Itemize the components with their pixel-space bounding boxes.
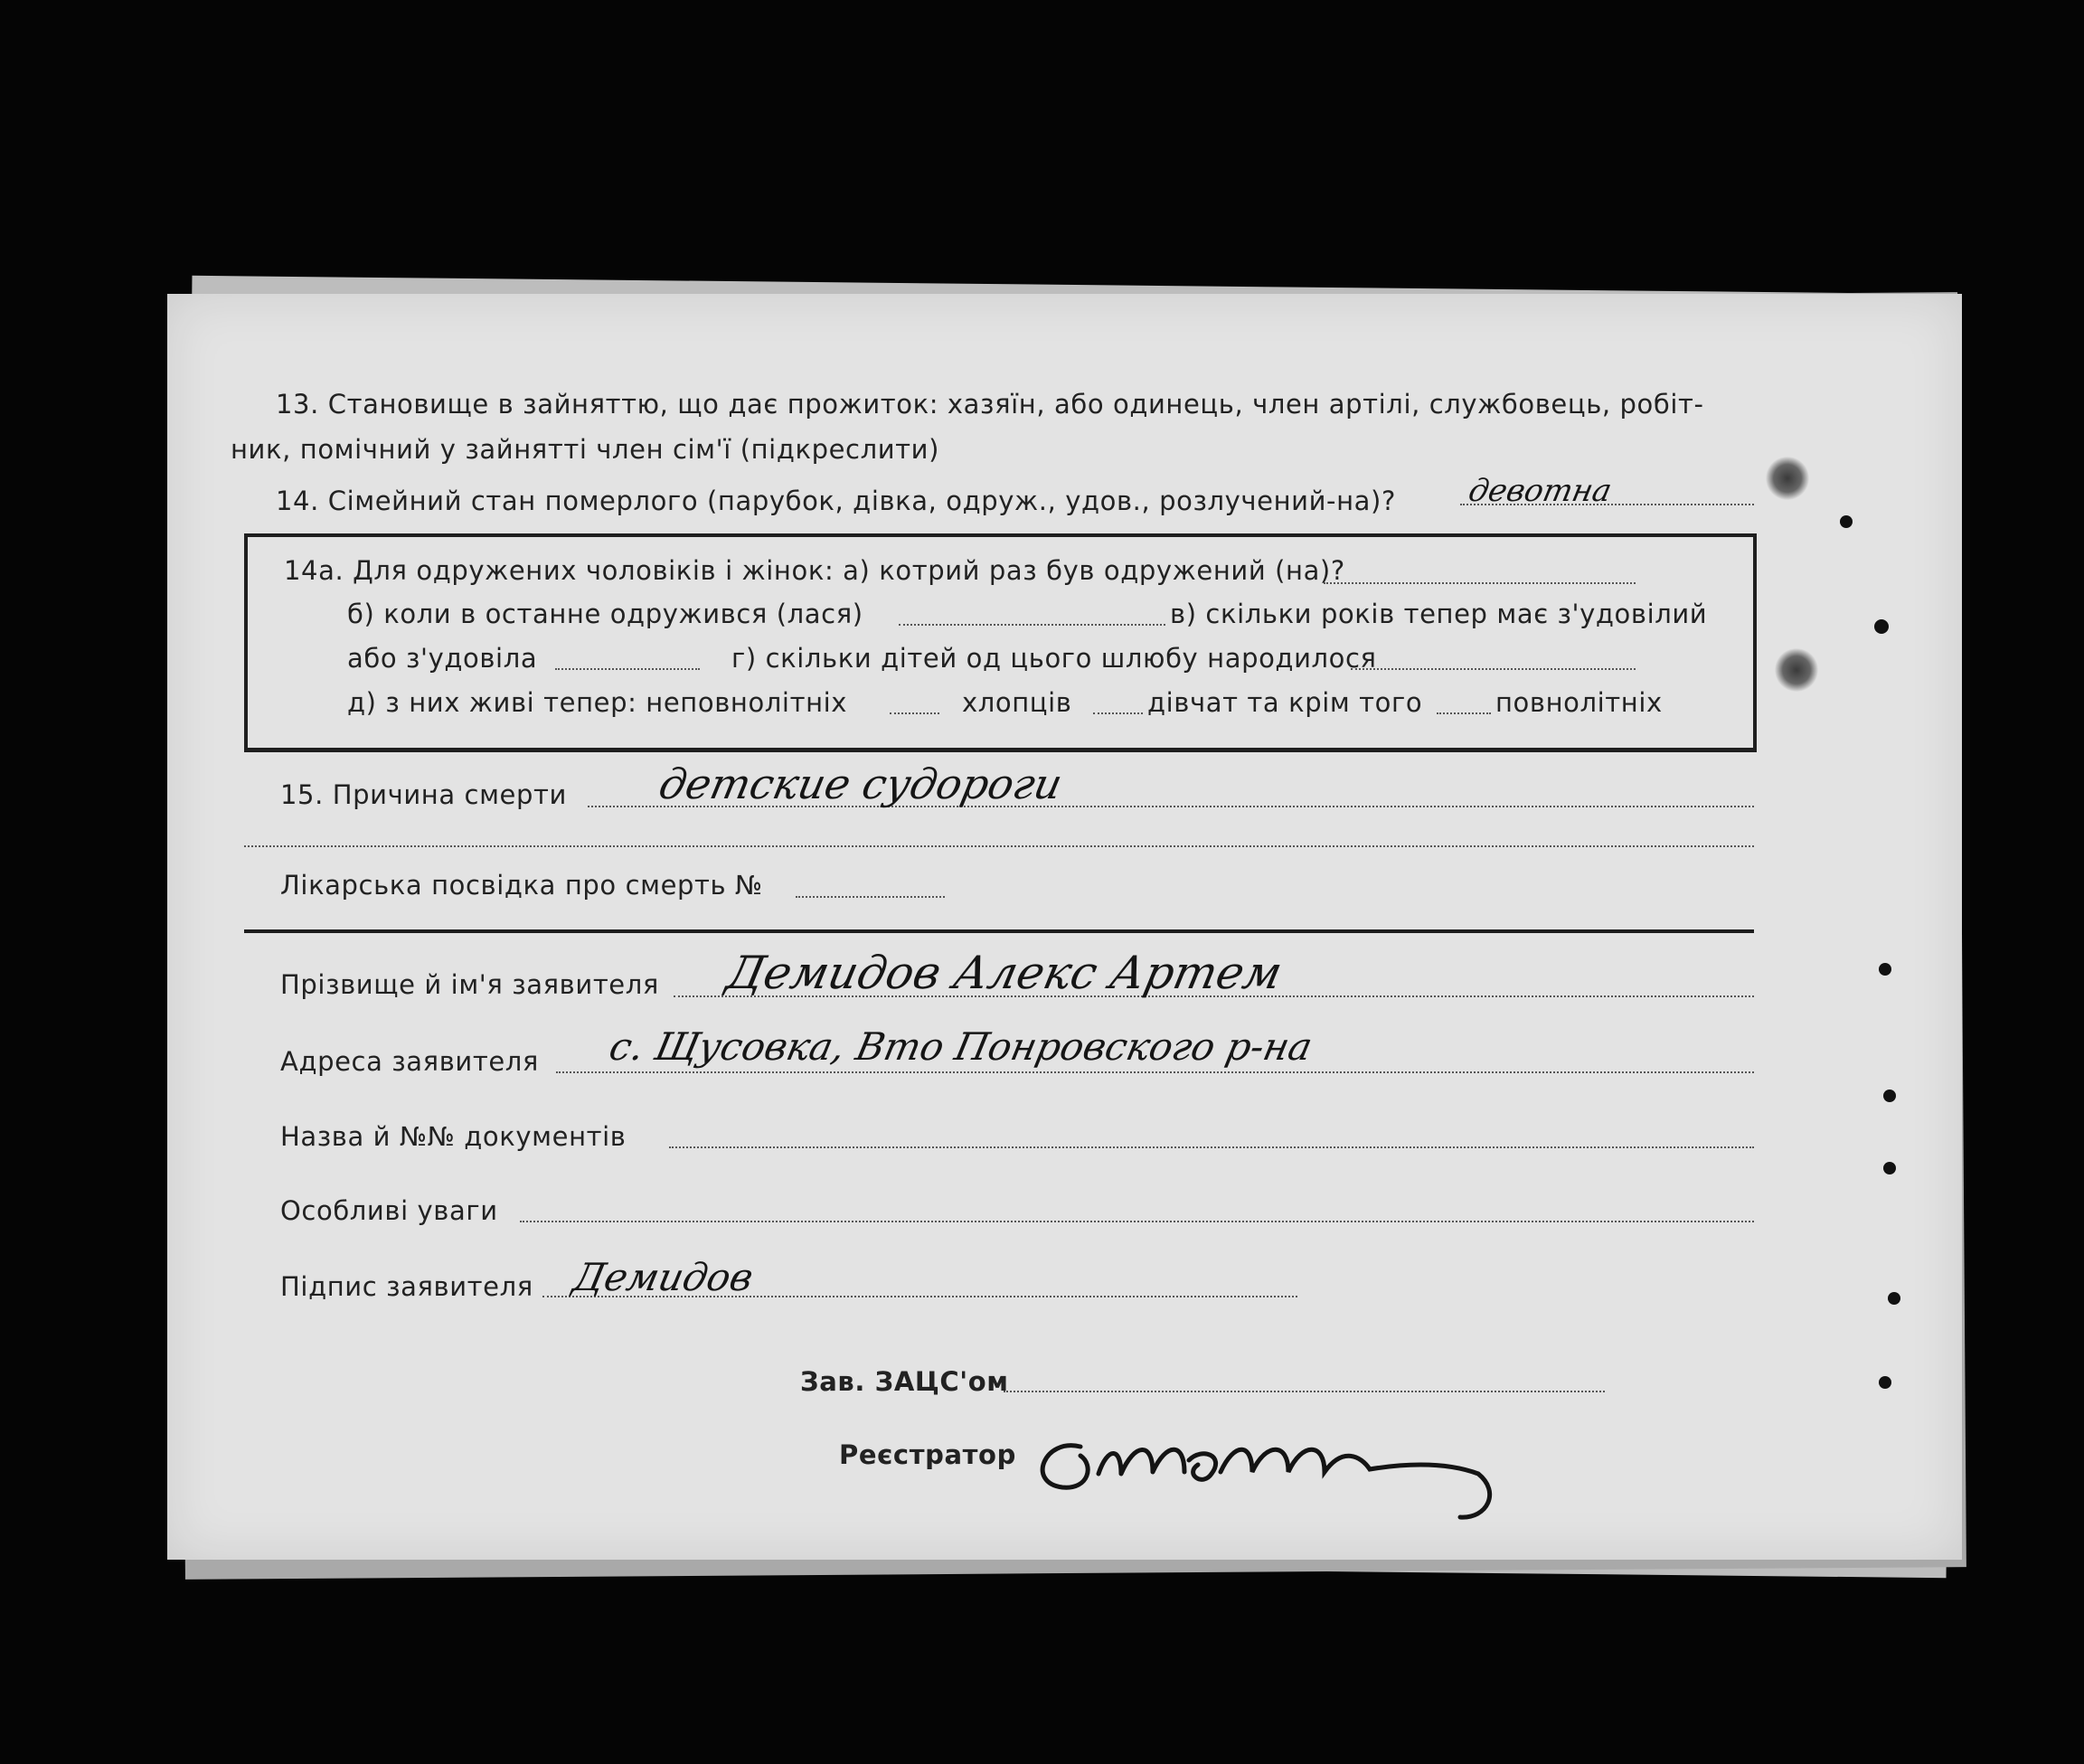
certificate-line [796, 896, 945, 898]
pin-mark-1 [1840, 515, 1853, 528]
item14a-line3-dots1 [555, 668, 700, 670]
item14a-line3-dots2 [1351, 668, 1636, 670]
item13-line1: 13. Становище в зайняттю, що дає прожиток: хазяїн, або одинець, член артілі, службовець, робіт- [276, 389, 1704, 420]
documents-label: Назва й №№ документів [280, 1121, 627, 1152]
remarks-line [520, 1221, 1754, 1222]
item14a-line4a: д) з них живі тепер: неповнолітніх [347, 687, 848, 718]
item14a-line1-dots [1324, 582, 1636, 584]
item15-value: детские судороги [655, 759, 1067, 808]
item14a-line3b: г) скільки дітей од цього шлюбу народилося [731, 643, 1377, 674]
head-label: Зав. ЗАЦС'ом [800, 1366, 1009, 1397]
item14a-line3a: або з'удовіла [347, 643, 538, 674]
item14a-line4-dots3 [1437, 712, 1491, 714]
item14-value: девотна [1465, 473, 1616, 509]
item14a-line2-dots [899, 624, 1165, 626]
item14a-line1: 14а. Для одружених чоловіків і жінок: а) котрий раз був одружений (на)? [284, 555, 1345, 586]
item15-label: 15. Причина смерти [280, 779, 567, 810]
pin-mark-5 [1883, 1162, 1896, 1174]
item14a-line2b: в) скільки років тепер має з'удовілий [1170, 599, 1708, 629]
applicant-name-label: Прізвище й ім'я заявителя [280, 969, 659, 1000]
item14a-line4-dots1 [890, 712, 939, 714]
remarks-label: Особливі уваги [280, 1195, 498, 1226]
applicant-name-value: Демидов Алекс Артем [721, 947, 1287, 999]
pin-mark-4 [1883, 1090, 1896, 1102]
item13-line2: ник, помічний у зайнятті член сім'ї (підкреслити) [231, 434, 940, 465]
certificate-label: Лікарська посвідка про смерть № [280, 870, 763, 901]
applicant-address-value: с. Щусовка, Вто Понровского р-на [605, 1024, 1316, 1069]
applicant-address-label: Адреса заявителя [280, 1046, 539, 1077]
item14a-line4-dots2 [1093, 712, 1143, 714]
head-line [1004, 1391, 1605, 1392]
punch-hole-1 [1766, 457, 1809, 500]
pin-mark-2 [1874, 619, 1889, 634]
item14a-line4c: дівчат та крім того [1147, 687, 1423, 718]
applicant-signature: Демидов [569, 1255, 758, 1299]
registrar-label: Реєстратор [839, 1439, 1016, 1470]
pin-mark-7 [1879, 1376, 1891, 1389]
registrar-signature [1008, 1420, 1623, 1528]
signature-label: Підпис заявителя [280, 1271, 533, 1302]
pin-mark-6 [1888, 1292, 1900, 1305]
death-record-card [167, 294, 1962, 1560]
item14a-line4b: хлопців [962, 687, 1072, 718]
applicant-address-line [556, 1071, 1754, 1073]
section-rule [244, 929, 1754, 933]
documents-line [669, 1146, 1754, 1148]
item15-line2 [244, 845, 1754, 847]
punch-hole-2 [1775, 648, 1818, 692]
item14a-box [244, 533, 1757, 752]
item14a-line2a: б) коли в останне одружився (лася) [347, 599, 863, 629]
item14a-line4d: повнолітніх [1495, 687, 1663, 718]
pin-mark-3 [1879, 963, 1891, 976]
item14-label: 14. Сімейний стан померлого (парубок, дівка, одруж., удов., розлучений-на)? [276, 486, 1396, 516]
